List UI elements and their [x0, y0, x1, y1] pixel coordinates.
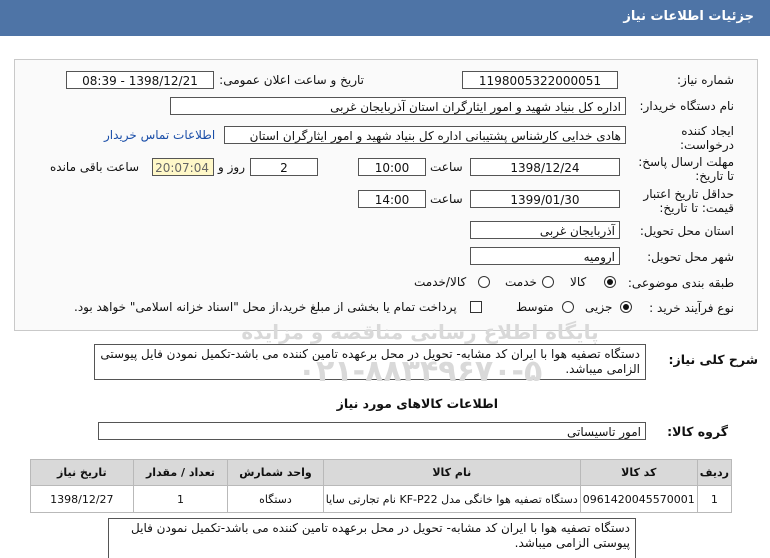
need-number-field: 1198005322000051	[462, 71, 618, 89]
category-radio-goods-service[interactable]	[478, 276, 490, 288]
cell-row: 1	[697, 486, 731, 513]
response-days-label: روز و	[218, 160, 245, 174]
treasury-payment-note: پرداخت تمام یا بخشی از مبلغ خرید،از محل "اسناد خزانه اسلامی" خواهد بود.	[74, 300, 457, 314]
response-date-field: 1398/12/24	[470, 158, 620, 176]
goods-group-label: گروه کالا:	[667, 424, 728, 439]
treasury-payment-checkbox[interactable]	[470, 301, 482, 313]
category-option-service: خدمت	[505, 275, 537, 289]
requester-field: هادی خدایی کارشناس پشتیبانی اداره کل بنیاد شهید و امور ایثارگران استان	[224, 126, 626, 144]
response-deadline-label: مهلت ارسال پاسخ: تا تاریخ:	[638, 155, 734, 183]
remaining-time-label: ساعت باقی مانده	[50, 160, 140, 174]
col-header-unit: واحد شمارش	[228, 460, 323, 486]
col-header-name: نام کالا	[323, 460, 580, 486]
delivery-province-label: استان محل تحویل:	[639, 224, 734, 238]
category-option-goods: کالا	[570, 275, 587, 289]
announce-datetime-label: تاریخ و ساعت اعلان عمومی:	[219, 73, 364, 87]
summary-label: شرح کلی نیاز:	[668, 352, 758, 367]
cell-unit: دستگاه	[228, 486, 323, 513]
need-number-label: شماره نیاز:	[677, 73, 734, 87]
summary-text: دستگاه تصفیه هوا با ایران کد مشابه- تحویل در محل برعهده تامین کننده می باشد-تکمیل نمودن فایل پیوستی الزامی میباشد.	[94, 344, 646, 380]
price-validity-date-field: 1399/01/30	[470, 190, 620, 208]
purchase-process-label: نوع فرآیند خرید :	[649, 301, 734, 315]
cell-name: دستگاه تصفیه هوا خانگی مدل KF-P22 نام تجارتی سایا	[323, 486, 580, 513]
col-header-qty: تعداد / مقدار	[133, 460, 228, 486]
goods-group-field: امور تاسیساتی	[98, 422, 646, 440]
response-time-field: 10:00	[358, 158, 426, 176]
table-row	[31, 486, 732, 513]
response-days-field: 2	[250, 158, 318, 176]
category-radio-service[interactable]	[542, 276, 554, 288]
page-header	[0, 0, 770, 36]
goods-table	[30, 459, 732, 513]
col-header-date: تاریخ نیاز	[31, 460, 134, 486]
announce-datetime-field: 1398/12/21 - 08:39	[66, 71, 214, 89]
delivery-city-field: ارومیه	[470, 247, 620, 265]
table-header-row	[31, 460, 732, 486]
watermark-line2: ۰۲۱-۸۸۳۴۹۶۷۰-۵	[297, 354, 543, 389]
cell-qty: 1	[133, 486, 228, 513]
cell-code: 0961420045570001	[580, 486, 697, 513]
buyer-contact-link[interactable]: اطلاعات تماس خریدار	[104, 128, 216, 142]
price-validity-time-field: 14:00	[358, 190, 426, 208]
col-header-code: کد کالا	[580, 460, 697, 486]
response-time-label: ساعت	[430, 160, 463, 174]
process-option-minor: جزیی	[585, 300, 613, 314]
category-radio-goods[interactable]	[604, 276, 616, 288]
delivery-province-field: آذربایجان غربی	[470, 221, 620, 239]
col-header-row: ردیف	[697, 460, 731, 486]
page-title: جزئیات اطلاعات نیاز	[623, 9, 754, 24]
delivery-city-label: شهر محل تحویل:	[647, 250, 734, 264]
price-validity-label: حداقل تاریخ اعتبار قیمت: تا تاریخ:	[643, 187, 734, 215]
buyer-org-field: اداره کل بنیاد شهید و امور ایثارگران استان آذربایجان غربی	[170, 97, 626, 115]
watermark-line1: پایگاه اطلاع رسانی مناقصه و مزایده	[241, 320, 599, 344]
remaining-time-field: 20:07:04	[152, 158, 214, 176]
process-option-medium: متوسط	[516, 300, 554, 314]
category-label: طبقه بندی موضوعی:	[627, 276, 734, 290]
requester-label: ایجاد کننده درخواست:	[680, 124, 734, 152]
cell-date: 1398/12/27	[31, 486, 134, 513]
process-radio-medium[interactable]	[562, 301, 574, 313]
buyer-org-label: نام دستگاه خریدار:	[639, 99, 734, 113]
process-radio-minor[interactable]	[620, 301, 632, 313]
category-option-goods-service: کالا/خدمت	[414, 275, 467, 289]
bottom-description: دستگاه تصفیه هوا با ایران کد مشابه- تحویل در محل برعهده تامین کننده می باشد-تکمیل نمودن فایل پیوستی الزامی میباشد.	[108, 518, 636, 558]
price-validity-time-label: ساعت	[430, 192, 463, 206]
goods-info-title: اطلاعات کالاهای مورد نیاز	[336, 396, 498, 411]
